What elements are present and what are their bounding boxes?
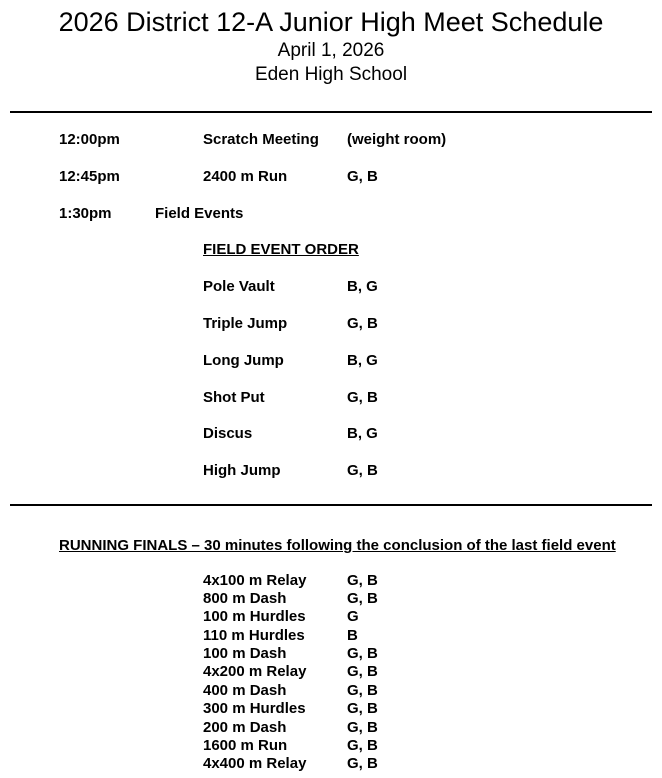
field-event-divisions: G, B	[347, 389, 378, 406]
meet-date: April 1, 2026	[277, 40, 385, 61]
field-event-divisions: B, G	[347, 425, 378, 442]
schedule-event: Scratch Meeting	[203, 131, 319, 148]
field-event-name: Long Jump	[203, 352, 284, 369]
running-event-name: 4x100 m Relay	[203, 572, 307, 589]
schedule-time: 12:00pm	[59, 131, 120, 148]
field-event-name: Discus	[203, 425, 253, 442]
field-event-name: Shot Put	[203, 389, 265, 406]
running-event-divisions: G, B	[347, 590, 378, 607]
running-event-name: 200 m Dash	[203, 719, 287, 736]
schedule-time: 1:30pm	[59, 205, 112, 222]
schedule-note: (weight room)	[347, 131, 447, 148]
running-event-divisions: G, B	[347, 719, 378, 736]
header-divider	[10, 111, 652, 113]
running-event-divisions: G, B	[347, 737, 378, 754]
running-event-divisions: G, B	[347, 663, 378, 680]
running-event-divisions: G, B	[347, 755, 378, 772]
schedule-time: 12:45pm	[59, 168, 120, 185]
running-finals-heading: RUNNING FINALS – 30 minutes following the conclusion of the last field event	[59, 537, 616, 554]
field-event-order-heading: FIELD EVENT ORDER	[203, 241, 359, 258]
page-title: 2026 District 12-A Junior High Meet Schedule	[58, 7, 604, 37]
field-event-divisions: B, G	[347, 352, 378, 369]
running-event-divisions: G	[347, 608, 359, 625]
running-event-name: 300 m Hurdles	[203, 700, 306, 717]
schedule-event: Field Events	[155, 205, 244, 222]
running-event-divisions: G, B	[347, 572, 378, 589]
section-divider	[10, 504, 652, 506]
running-event-divisions: B	[347, 627, 358, 644]
field-event-name: High Jump	[203, 462, 281, 479]
running-event-name: 1600 m Run	[203, 737, 288, 754]
running-event-divisions: G, B	[347, 682, 378, 699]
field-event-divisions: G, B	[347, 462, 378, 479]
field-event-divisions: G, B	[347, 315, 378, 332]
running-event-name: 800 m Dash	[203, 590, 287, 607]
running-event-name: 100 m Dash	[203, 645, 287, 662]
field-event-divisions: B, G	[347, 278, 378, 295]
meet-location: Eden High School	[254, 64, 408, 85]
running-event-divisions: G, B	[347, 700, 378, 717]
schedule-event: 2400 m Run	[203, 168, 288, 185]
schedule-note: G, B	[347, 168, 378, 185]
field-event-name: Pole Vault	[203, 278, 275, 295]
running-event-name: 100 m Hurdles	[203, 608, 306, 625]
running-event-name: 400 m Dash	[203, 682, 287, 699]
running-event-name: 110 m Hurdles	[203, 627, 305, 644]
running-event-divisions: G, B	[347, 645, 378, 662]
running-event-name: 4x200 m Relay	[203, 663, 307, 680]
running-event-name: 4x400 m Relay	[203, 755, 307, 772]
field-event-name: Triple Jump	[203, 315, 288, 332]
